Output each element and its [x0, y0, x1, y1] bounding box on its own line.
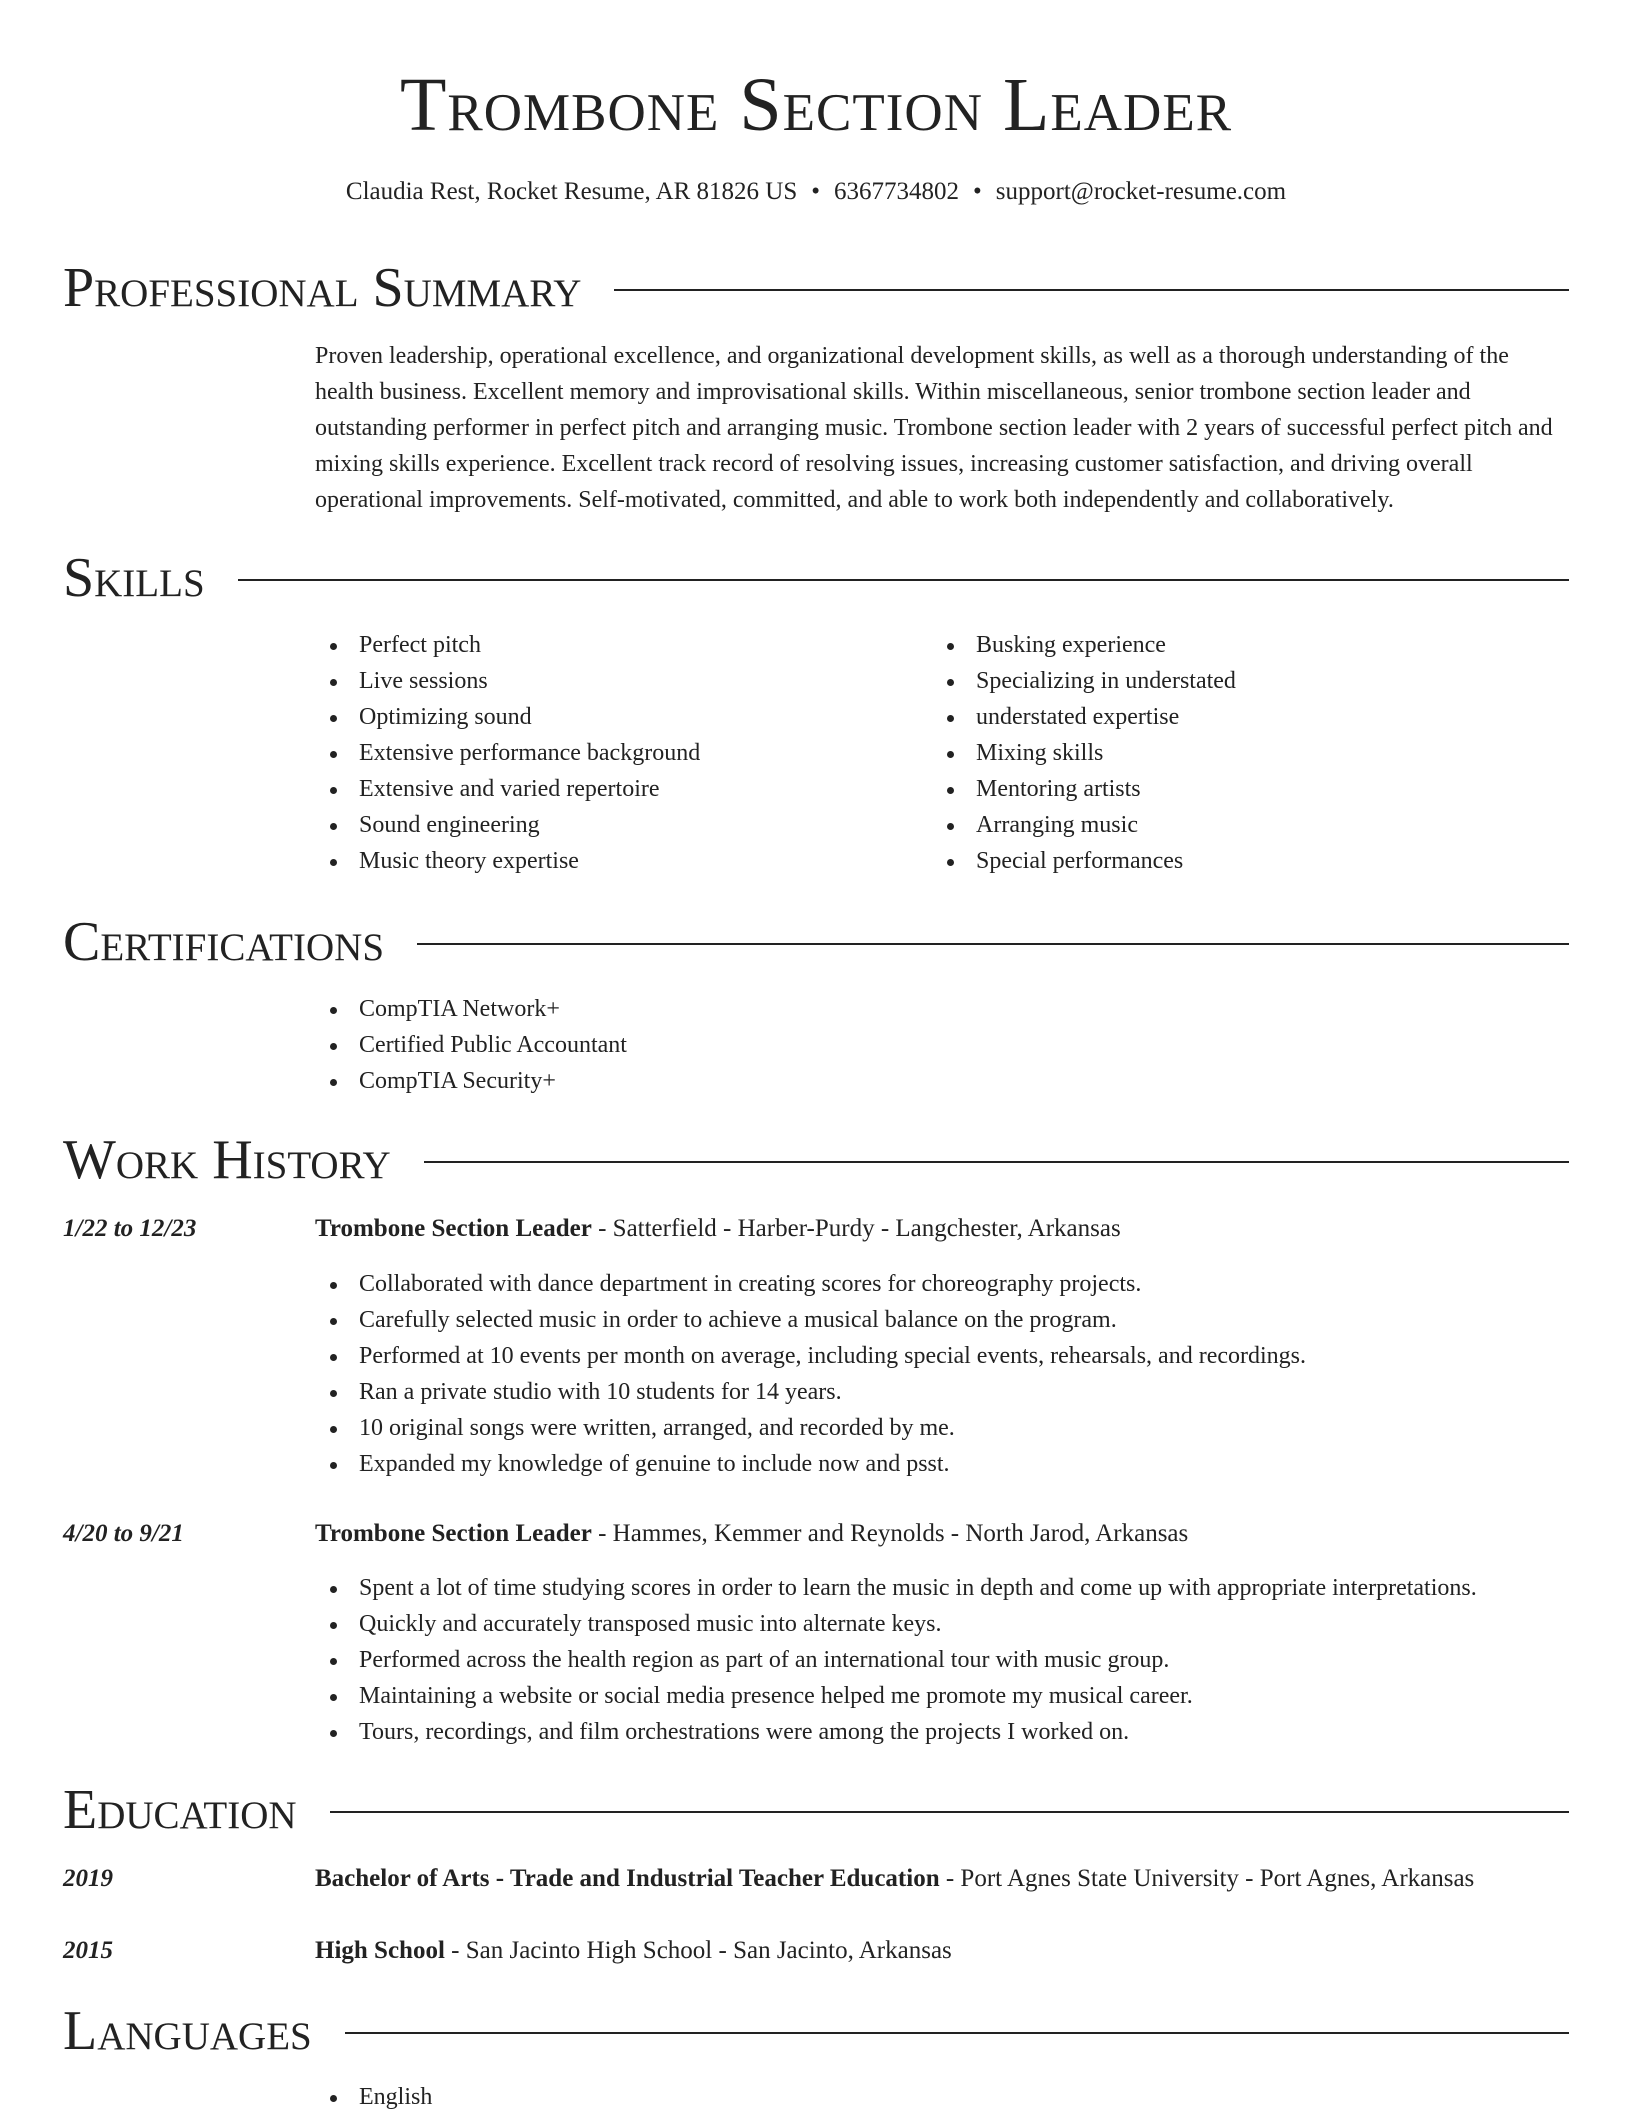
skill-item: Mixing skills: [932, 735, 1236, 771]
resume-name: Trombone Section Leader: [399, 63, 1233, 147]
skill-item: Optimizing sound: [315, 699, 700, 735]
certifications-list: [315, 991, 1570, 1099]
job-dates: 1/22 to 12/23: [63, 1215, 197, 1242]
job-bullet: Performed across the health region as part of an international tour with music group.: [315, 1642, 1570, 1678]
education-degree: High School: [315, 1937, 445, 1964]
certification-item: CompTIA Network+: [315, 991, 1570, 1027]
languages-section-header: [63, 1996, 1569, 2066]
job-bullet: 10 original songs were written, arranged, and recorded by me.: [315, 1410, 1570, 1446]
skill-item: Arranging music: [932, 807, 1236, 843]
skill-item: Sound engineering: [315, 807, 700, 843]
certification-item: Certified Public Accountant: [315, 1027, 1570, 1063]
job-bullet: Ran a private studio with 10 students for 14 years.: [315, 1374, 1570, 1410]
job-bullet: Quickly and accurately transposed music into alternate keys.: [315, 1606, 1570, 1642]
work-section-title: Work History: [63, 1129, 391, 1191]
job-bullet: Collaborated with dance department in creating scores for choreography projects.: [315, 1266, 1570, 1302]
job-description: [315, 1211, 1121, 1247]
section-divider: [614, 289, 1569, 291]
skill-item: Music theory expertise: [315, 843, 700, 879]
certification-item: CompTIA Security+: [315, 1063, 1570, 1099]
job-description: [315, 1516, 1188, 1552]
education-year: 2019: [63, 1865, 113, 1892]
contact-phone: 6367734802: [834, 178, 960, 205]
skill-item: Live sessions: [315, 663, 700, 699]
skill-item: Mentoring artists: [932, 771, 1236, 807]
languages-section-title: Languages: [63, 2000, 312, 2062]
skills-section-header: [63, 543, 1569, 613]
job-bullet: Tours, recordings, and film orchestrations were among the projects I worked on.: [315, 1714, 1570, 1750]
section-divider: [424, 1161, 1569, 1163]
certifications-section-title: Certifications: [63, 911, 385, 973]
contact-separator: •: [973, 178, 982, 205]
summary-section-header: [63, 253, 1569, 323]
skill-item: Extensive performance background: [315, 735, 700, 771]
skills-section-title: Skills: [63, 547, 205, 609]
job-bullets: [315, 1570, 1570, 1750]
job-employer: - Satterfield - Harber-Purdy - Langchester, Arkansas: [591, 1215, 1121, 1242]
education-description: [315, 1933, 952, 1969]
job-dates: 4/20 to 9/21: [63, 1520, 184, 1547]
skill-item: Extensive and varied repertoire: [315, 771, 700, 807]
skill-item: Special performances: [932, 843, 1236, 879]
skills-list-right: [932, 627, 1236, 879]
section-divider: [238, 579, 1569, 581]
education-section-header: [63, 1775, 1569, 1845]
job-bullet: Spent a lot of time studying scores in order to learn the music in depth and come up with appropriate interpretations.: [315, 1570, 1570, 1606]
education-description: [315, 1861, 1474, 1897]
job-bullet: Performed at 10 events per month on average, including special events, rehearsals, and recordings.: [315, 1338, 1570, 1374]
contact-separator: •: [811, 178, 821, 205]
section-divider: [345, 2032, 1569, 2034]
skills-list-left: [315, 627, 700, 879]
language-item: English: [315, 2079, 1570, 2115]
education-degree: Bachelor of Arts - Trade and Industrial Teacher Education: [315, 1865, 940, 1892]
education-year: 2015: [63, 1937, 113, 1964]
skill-item: understated expertise: [932, 699, 1236, 735]
job-bullet: Carefully selected music in order to achieve a musical balance on the program.: [315, 1302, 1570, 1338]
skill-item: Perfect pitch: [315, 627, 700, 663]
education-section-title: Education: [63, 1779, 297, 1841]
job-employer: - Hammes, Kemmer and Reynolds - North Jarod, Arkansas: [591, 1520, 1189, 1547]
languages-list: [315, 2079, 1570, 2115]
job-title: Trombone Section Leader: [315, 1520, 592, 1547]
education-school: - San Jacinto High School - San Jacinto, Arkansas: [444, 1937, 952, 1964]
skill-item: Busking experience: [932, 627, 1236, 663]
job-bullets: [315, 1266, 1570, 1482]
section-divider: [417, 943, 1569, 945]
section-divider: [330, 1811, 1569, 1813]
skill-item: Specializing in understated: [932, 663, 1236, 699]
education-school: - Port Agnes State University - Port Agnes, Arkansas: [939, 1865, 1475, 1892]
contact-line: [0, 172, 1632, 212]
summary-section-title: Professional Summary: [63, 257, 582, 319]
job-title: Trombone Section Leader: [315, 1215, 592, 1242]
contact-email[interactable]: support@rocket-resume.com: [995, 178, 1287, 205]
job-bullet: Maintaining a website or social media presence helped me promote my musical career.: [315, 1678, 1570, 1714]
work-section-header: [63, 1125, 1569, 1195]
certifications-section-header: [63, 907, 1569, 977]
job-bullet: Expanded my knowledge of genuine to include now and psst.: [315, 1446, 1570, 1482]
summary-text: Proven leadership, operational excellence, and organizational development skills, as well as a thorough understanding of the health business. Excellent memory and improvisational skills. Within miscellaneous, senior trombone section leader and outstanding performer in perfect pitch and arranging music. Trombone section leader with 2 years of successful perfect pitch and mixing skills experience. Excellent track record of resolving issues, increasing customer satisfaction, and driving overall operational improvements. Self-motivated, committed, and able to work both independently and collaboratively.: [315, 343, 1553, 513]
contact-address: Claudia Rest, Rocket Resume, AR 81826 US: [345, 178, 798, 205]
